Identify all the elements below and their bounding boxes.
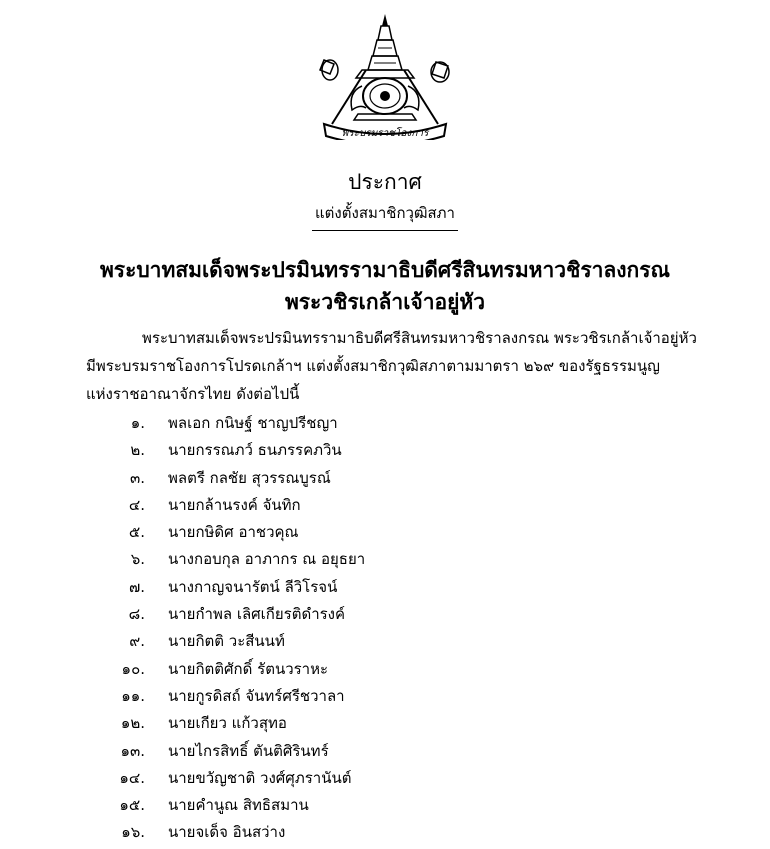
list-item	[0, 467, 770, 494]
member-number: ๗.	[128, 577, 145, 596]
list-item	[0, 767, 770, 794]
list-item	[0, 740, 770, 767]
member-number: ๑๖.	[121, 823, 145, 842]
member-number: ๙.	[129, 632, 145, 651]
member-name: นายคำนูณ สิทธิสมาน	[168, 796, 309, 815]
list-item	[0, 494, 770, 521]
paragraph-line-2: มีพระบรมราชโองการโปรดเกล้าฯ แต่งตั้งสมาชิกวุฒิสภาตามมาตรา ๒๖๙ ของรัฐธรรมนูญ	[86, 357, 660, 375]
member-name: นางกาญจนารัตน์ ลีวิโรจน์	[168, 577, 338, 596]
list-item	[0, 603, 770, 630]
list-item	[0, 576, 770, 603]
king-title-line-2: พระวชิรเกล้าเจ้าอยู่หัว	[284, 290, 486, 314]
member-name: นายเกียว แก้วสุทอ	[168, 714, 287, 733]
member-number: ๓.	[129, 468, 145, 487]
member-name: นายกูรดิสถ์ จันทร์ศรีชวาลา	[168, 686, 345, 705]
paragraph-line-1: พระบาทสมเด็จพระปรมินทรรามาธิบดีศรีสินทรมหาวชิราลงกรณ พระวชิรเกล้าเจ้าอยู่หัว	[142, 329, 697, 347]
king-title-line-1: พระบาทสมเด็จพระปรมินทรรามาธิบดีศรีสินทรมหาวชิราลงกรณ	[99, 258, 671, 282]
member-number: ๑๒.	[120, 714, 145, 733]
member-number: ๘.	[128, 605, 145, 624]
member-number: ๑๐.	[121, 659, 145, 678]
member-number: ๑๓.	[120, 741, 145, 760]
member-name: นายขวัญชาติ วงศ์ศุภรานันต์	[168, 768, 352, 787]
list-item	[0, 821, 770, 848]
subject-underline	[312, 230, 458, 231]
member-name: นางกอบกุล อาภากร ณ อยุธยา	[168, 550, 366, 569]
member-name: นายกำพล เลิศเกียรติดำรงค์	[168, 605, 346, 624]
members-list	[0, 412, 770, 849]
member-number: ๒.	[130, 441, 145, 460]
list-item	[0, 412, 770, 439]
member-name: นายกษิดิศ อาชวคุณ	[168, 523, 299, 542]
member-number: ๑๕.	[119, 796, 145, 815]
member-number: ๖.	[130, 550, 145, 569]
list-item	[0, 794, 770, 821]
member-number: ๔.	[128, 495, 145, 514]
royal-emblem-icon	[318, 12, 452, 140]
list-item	[0, 685, 770, 712]
list-item	[0, 521, 770, 548]
list-item	[0, 548, 770, 575]
member-name: นายกิตติ วะสีนนท์	[168, 632, 285, 651]
list-item	[0, 658, 770, 685]
list-item	[0, 712, 770, 739]
member-name: พลเอก กนิษฐ์ ชาญปรีชญา	[168, 414, 338, 432]
member-number: ๑.	[130, 414, 145, 432]
member-number: ๕.	[128, 523, 145, 542]
member-name: นายกล้านรงค์ จันทิก	[168, 495, 301, 514]
member-name: นายกรรณภว์ ธนภรรคภวิน	[168, 441, 342, 460]
member-name: พลตรี กลชัย สุวรรณบูรณ์	[168, 468, 331, 487]
member-name: นายไกรสิทธิ์ ตันติศิรินทร์	[168, 741, 329, 760]
list-item	[0, 630, 770, 657]
member-name: นายจเด็จ อินสว่าง	[168, 823, 286, 842]
list-item	[0, 439, 770, 466]
paragraph-line-3: แห่งราชอาณาจักรไทย ดังต่อไปนี้	[86, 385, 300, 403]
emblem-ribbon-text: พระบรมราชโองการ	[341, 128, 429, 139]
document-subject: แต่งตั้งสมาชิกวุฒิสภา	[315, 204, 455, 222]
document-type-title: ประกาศ	[348, 170, 422, 194]
member-number: ๑๑.	[121, 686, 145, 705]
member-number: ๑๔.	[119, 768, 145, 787]
member-name: นายกิตติศักดิ์ รัตนวราหะ	[168, 659, 329, 678]
